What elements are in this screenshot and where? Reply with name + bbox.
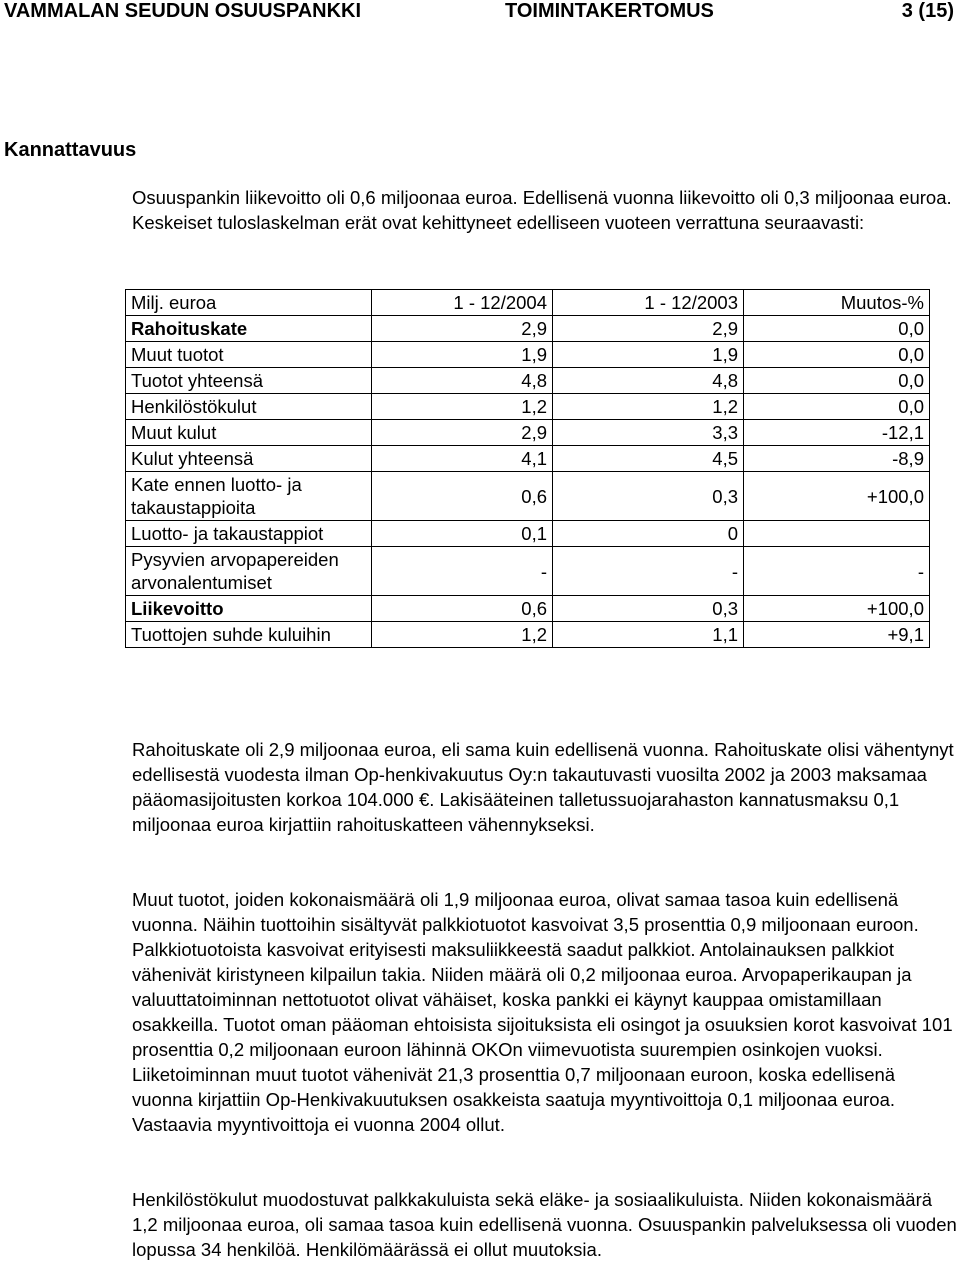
value-2004: 2,9 bbox=[372, 420, 553, 446]
table-row bbox=[126, 446, 930, 472]
table-row bbox=[126, 622, 930, 648]
header-2003: 1 - 12/2003 bbox=[553, 290, 744, 316]
row-label: Pysyvien arvopapereiden arvonalentumiset bbox=[126, 547, 372, 596]
value-2003: 1,2 bbox=[553, 394, 744, 420]
row-label: Tuotot yhteensä bbox=[126, 368, 372, 394]
value-2004: 2,9 bbox=[372, 316, 553, 342]
change-percent: 0,0 bbox=[744, 342, 930, 368]
row-label: Henkilöstökulut bbox=[126, 394, 372, 420]
table-row bbox=[126, 547, 930, 596]
table-row bbox=[126, 368, 930, 394]
change-percent bbox=[744, 521, 930, 547]
table-row bbox=[126, 316, 930, 342]
paragraph-net-interest: Rahoituskate oli 2,9 miljoonaa euroa, eli sama kuin edellisenä vuonna. Rahoituskate olisi vähentynyt edellisestä vuodesta ilman Op-henkivakuutus Oy:n takautuvasti vuosilta 2002 ja 2003 maksamaa pääomasijoitusten korkoa 104.000 €. Lakisääteinen talletussuojarahaston kannatusmaksu 0,1 miljoonaa euroa kirjattiin rahoituskatteen vähennykseksi. bbox=[132, 739, 954, 835]
row-label: Luotto- ja takaustappiot bbox=[126, 521, 372, 547]
table-row bbox=[126, 521, 930, 547]
change-percent: -8,9 bbox=[744, 446, 930, 472]
change-percent: 0,0 bbox=[744, 368, 930, 394]
value-2004: 0,1 bbox=[372, 521, 553, 547]
value-2004: 1,9 bbox=[372, 342, 553, 368]
table-row bbox=[126, 342, 930, 368]
row-label: Muut tuotot bbox=[126, 342, 372, 368]
value-2003: 0 bbox=[553, 521, 744, 547]
value-2003: 4,5 bbox=[553, 446, 744, 472]
value-2004: 4,8 bbox=[372, 368, 553, 394]
table-header-row bbox=[126, 290, 930, 316]
table-row bbox=[126, 472, 930, 521]
value-2004: 1,2 bbox=[372, 394, 553, 420]
change-percent: +9,1 bbox=[744, 622, 930, 648]
table-row bbox=[126, 394, 930, 420]
table-row bbox=[126, 420, 930, 446]
bank-name: VAMMALAN SEUDUN OSUUSPANKKI bbox=[4, 0, 362, 22]
row-label: Liikevoitto bbox=[126, 596, 372, 622]
change-percent: 0,0 bbox=[744, 394, 930, 420]
paragraph-personnel: Henkilöstökulut muodostuvat palkkakuluista sekä eläke- ja sosiaalikuluista. Niiden kokonaismäärä 1,2 miljoonaa euroa, oli samaa tasoa kuin edellisenä vuonna. Osuuspankin palveluksessa oli vuoden lopussa 34 henkilöä. Henkilömäärässä ei ollut muutoksia. bbox=[132, 1189, 957, 1260]
paragraph-other-income: Muut tuotot, joiden kokonaismäärä oli 1,9 miljoonaa euroa, olivat samaa tasoa kuin edellisenä vuonna. Näihin tuottoihin sisältyvät palkkiotuotot kasvoivat 3,5 prosenttia 0,9 miljoonaan euroon. Palkkiotuotoista kasvoivat erityisesti maksuliikkeestä saadut palkkiot. Antolainauksen palkkiot vähenivät kiristyneen kilpailun takia. Niiden määrä oli 0,2 miljoonaa euroa. Arvopaperikaupan ja valuuttatoiminnan nettotuotot olivat vähäiset, koska pankki ei käynyt kauppaa omistamillaan osakkeilla. Tuotot oman pääoman ehtoisista sijoituksista eli osingot ja osuuksien korot kasvoivat 101 prosenttia 0,2 miljoonaan euroon lähinnä OKOn viimevuotista suurempien osinkojen vuoksi. Liiketoiminnan muut tuotot vähenivät 21,3 prosenttia 0,7 miljoonaan euroon, koska edellisenä vuonna kirjattiin Op-Henkivakuutuksen osakkeista saatuja myyntivoittoja 0,1 miljoonaa euroa. Vastaavia myyntivoittoja ei vuonna 2004 ollut. bbox=[132, 889, 953, 1135]
section-heading: Kannattavuus bbox=[4, 139, 137, 161]
value-2003: 0,3 bbox=[553, 596, 744, 622]
table-row bbox=[126, 596, 930, 622]
document-title: TOIMINTAKERTOMUS bbox=[505, 0, 714, 22]
value-2004: 0,6 bbox=[372, 472, 553, 521]
intro-paragraph: Osuuspankin liikevoitto oli 0,6 miljoonaa euroa. Edellisenä vuonna liikevoitto oli 0,3 miljoonaa euroa. Keskeiset tuloslaskelman erät ovat kehittyneet edelliseen vuoteen verrattuna seuraavasti: bbox=[132, 187, 952, 233]
value-2004: 4,1 bbox=[372, 446, 553, 472]
change-percent: 0,0 bbox=[744, 316, 930, 342]
header-2004: 1 - 12/2004 bbox=[372, 290, 553, 316]
value-2003: - bbox=[553, 547, 744, 596]
page-header bbox=[0, 0, 960, 28]
value-2003: 4,8 bbox=[553, 368, 744, 394]
value-2004: 0,6 bbox=[372, 596, 553, 622]
change-percent: +100,0 bbox=[744, 596, 930, 622]
value-2003: 0,3 bbox=[553, 472, 744, 521]
income-statement-table bbox=[125, 289, 930, 648]
row-label: Rahoituskate bbox=[126, 316, 372, 342]
row-label: Kate ennen luotto- ja takaustappioita bbox=[126, 472, 372, 521]
change-percent: -12,1 bbox=[744, 420, 930, 446]
row-label: Tuottojen suhde kuluihin bbox=[126, 622, 372, 648]
row-label: Kulut yhteensä bbox=[126, 446, 372, 472]
header-change: Muutos-% bbox=[744, 290, 930, 316]
value-2003: 1,1 bbox=[553, 622, 744, 648]
value-2003: 1,9 bbox=[553, 342, 744, 368]
value-2004: - bbox=[372, 547, 553, 596]
row-label: Muut kulut bbox=[126, 420, 372, 446]
change-percent: - bbox=[744, 547, 930, 596]
page-number: 3 (15) bbox=[901, 0, 954, 22]
value-2004: 1,2 bbox=[372, 622, 553, 648]
change-percent: +100,0 bbox=[744, 472, 930, 521]
value-2003: 3,3 bbox=[553, 420, 744, 446]
value-2003: 2,9 bbox=[553, 316, 744, 342]
header-unit: Milj. euroa bbox=[126, 290, 372, 316]
